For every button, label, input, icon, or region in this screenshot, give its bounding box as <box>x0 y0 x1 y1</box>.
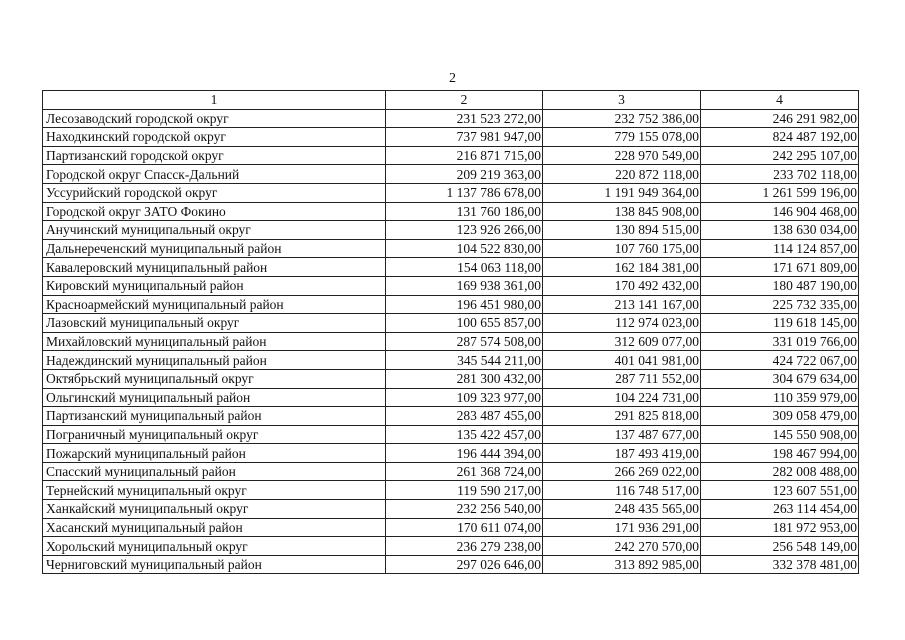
municipality-name-cell: Городской округ Спасск-Дальний <box>43 165 386 184</box>
table-row <box>43 239 859 258</box>
municipality-name-cell: Тернейский муниципальный округ <box>43 481 386 500</box>
value-col-4-cell: 114 124 857,00 <box>701 239 859 258</box>
table-row <box>43 481 859 500</box>
municipality-name-cell: Кировский муниципальный район <box>43 276 386 295</box>
value-col-2-cell: 281 300 432,00 <box>386 369 543 388</box>
value-col-4-cell: 198 467 994,00 <box>701 444 859 463</box>
value-col-4-cell: 180 487 190,00 <box>701 276 859 295</box>
municipality-name-cell: Черниговский муниципальный район <box>43 555 386 574</box>
value-col-3-cell: 779 155 078,00 <box>543 128 701 147</box>
value-col-2-cell: 209 219 363,00 <box>386 165 543 184</box>
table-row <box>43 351 859 370</box>
budget-table <box>42 90 859 574</box>
table-row <box>43 276 859 295</box>
table-header-row <box>43 91 859 110</box>
municipality-name-cell: Ольгинский муниципальный район <box>43 388 386 407</box>
municipality-name-cell: Партизанский городской округ <box>43 146 386 165</box>
value-col-3-cell: 213 141 167,00 <box>543 295 701 314</box>
value-col-3-cell: 187 493 419,00 <box>543 444 701 463</box>
value-col-3-cell: 171 936 291,00 <box>543 518 701 537</box>
value-col-2-cell: 297 026 646,00 <box>386 555 543 574</box>
value-col-4-cell: 119 618 145,00 <box>701 314 859 333</box>
value-col-4-cell: 309 058 479,00 <box>701 407 859 426</box>
column-header-2: 2 <box>386 91 543 110</box>
value-col-4-cell: 332 378 481,00 <box>701 555 859 574</box>
table-row <box>43 314 859 333</box>
value-col-4-cell: 242 295 107,00 <box>701 146 859 165</box>
value-col-2-cell: 261 368 724,00 <box>386 462 543 481</box>
value-col-3-cell: 266 269 022,00 <box>543 462 701 481</box>
value-col-4-cell: 181 972 953,00 <box>701 518 859 537</box>
municipality-name-cell: Находкинский городской округ <box>43 128 386 147</box>
value-col-3-cell: 112 974 023,00 <box>543 314 701 333</box>
value-col-3-cell: 170 492 432,00 <box>543 276 701 295</box>
table-row <box>43 462 859 481</box>
value-col-2-cell: 236 279 238,00 <box>386 537 543 556</box>
value-col-3-cell: 130 894 515,00 <box>543 221 701 240</box>
value-col-4-cell: 146 904 468,00 <box>701 202 859 221</box>
municipality-name-cell: Пограничный муниципальный округ <box>43 425 386 444</box>
municipality-name-cell: Ханкайский муниципальный округ <box>43 500 386 519</box>
value-col-3-cell: 137 487 677,00 <box>543 425 701 444</box>
municipality-name-cell: Пожарский муниципальный район <box>43 444 386 463</box>
value-col-2-cell: 169 938 361,00 <box>386 276 543 295</box>
table-body <box>43 109 859 574</box>
column-header-3: 3 <box>543 91 701 110</box>
municipality-name-cell: Красноармейский муниципальный район <box>43 295 386 314</box>
value-col-4-cell: 282 008 488,00 <box>701 462 859 481</box>
value-col-4-cell: 263 114 454,00 <box>701 500 859 519</box>
municipality-name-cell: Анучинский муниципальный округ <box>43 221 386 240</box>
value-col-3-cell: 162 184 381,00 <box>543 258 701 277</box>
value-col-3-cell: 107 760 175,00 <box>543 239 701 258</box>
value-col-3-cell: 220 872 118,00 <box>543 165 701 184</box>
value-col-3-cell: 291 825 818,00 <box>543 407 701 426</box>
table-row <box>43 425 859 444</box>
value-col-4-cell: 304 679 634,00 <box>701 369 859 388</box>
municipality-name-cell: Хорольский муниципальный округ <box>43 537 386 556</box>
value-col-4-cell: 110 359 979,00 <box>701 388 859 407</box>
table-row <box>43 500 859 519</box>
value-col-3-cell: 1 191 949 364,00 <box>543 183 701 202</box>
value-col-2-cell: 232 256 540,00 <box>386 500 543 519</box>
value-col-4-cell: 331 019 766,00 <box>701 332 859 351</box>
value-col-2-cell: 231 523 272,00 <box>386 109 543 128</box>
value-col-2-cell: 283 487 455,00 <box>386 407 543 426</box>
value-col-4-cell: 246 291 982,00 <box>701 109 859 128</box>
table-row <box>43 295 859 314</box>
value-col-3-cell: 232 752 386,00 <box>543 109 701 128</box>
table-row <box>43 221 859 240</box>
value-col-4-cell: 256 548 149,00 <box>701 537 859 556</box>
table-row <box>43 146 859 165</box>
municipality-name-cell: Октябрьский муниципальный округ <box>43 369 386 388</box>
value-col-4-cell: 171 671 809,00 <box>701 258 859 277</box>
value-col-3-cell: 287 711 552,00 <box>543 369 701 388</box>
municipality-name-cell: Михайловский муниципальный район <box>43 332 386 351</box>
value-col-2-cell: 196 451 980,00 <box>386 295 543 314</box>
value-col-4-cell: 424 722 067,00 <box>701 351 859 370</box>
value-col-2-cell: 154 063 118,00 <box>386 258 543 277</box>
value-col-4-cell: 824 487 192,00 <box>701 128 859 147</box>
value-col-3-cell: 401 041 981,00 <box>543 351 701 370</box>
table-row <box>43 518 859 537</box>
column-header-4: 4 <box>701 91 859 110</box>
table-row <box>43 369 859 388</box>
table-row <box>43 258 859 277</box>
table-row <box>43 165 859 184</box>
value-col-2-cell: 119 590 217,00 <box>386 481 543 500</box>
value-col-3-cell: 242 270 570,00 <box>543 537 701 556</box>
table-row <box>43 332 859 351</box>
value-col-2-cell: 1 137 786 678,00 <box>386 183 543 202</box>
table-row <box>43 444 859 463</box>
value-col-3-cell: 228 970 549,00 <box>543 146 701 165</box>
value-col-2-cell: 287 574 508,00 <box>386 332 543 351</box>
municipality-name-cell: Дальнереченский муниципальный район <box>43 239 386 258</box>
value-col-2-cell: 170 611 074,00 <box>386 518 543 537</box>
value-col-3-cell: 248 435 565,00 <box>543 500 701 519</box>
value-col-4-cell: 1 261 599 196,00 <box>701 183 859 202</box>
value-col-2-cell: 131 760 186,00 <box>386 202 543 221</box>
table-row <box>43 128 859 147</box>
municipality-name-cell: Спасский муниципальный район <box>43 462 386 481</box>
value-col-4-cell: 145 550 908,00 <box>701 425 859 444</box>
value-col-3-cell: 116 748 517,00 <box>543 481 701 500</box>
value-col-3-cell: 104 224 731,00 <box>543 388 701 407</box>
value-col-3-cell: 312 609 077,00 <box>543 332 701 351</box>
municipality-name-cell: Кавалеровский муниципальный район <box>43 258 386 277</box>
municipality-name-cell: Лесозаводский городской округ <box>43 109 386 128</box>
value-col-4-cell: 225 732 335,00 <box>701 295 859 314</box>
value-col-2-cell: 123 926 266,00 <box>386 221 543 240</box>
value-col-3-cell: 313 892 985,00 <box>543 555 701 574</box>
value-col-3-cell: 138 845 908,00 <box>543 202 701 221</box>
value-col-2-cell: 104 522 830,00 <box>386 239 543 258</box>
table-row <box>43 407 859 426</box>
table-row <box>43 537 859 556</box>
value-col-4-cell: 123 607 551,00 <box>701 481 859 500</box>
value-col-2-cell: 216 871 715,00 <box>386 146 543 165</box>
municipality-name-cell: Партизанский муниципальный район <box>43 407 386 426</box>
table-row <box>43 183 859 202</box>
value-col-2-cell: 345 544 211,00 <box>386 351 543 370</box>
value-col-2-cell: 109 323 977,00 <box>386 388 543 407</box>
table-row <box>43 109 859 128</box>
table-row <box>43 202 859 221</box>
municipality-name-cell: Хасанский муниципальный район <box>43 518 386 537</box>
value-col-4-cell: 233 702 118,00 <box>701 165 859 184</box>
table-row <box>43 555 859 574</box>
value-col-2-cell: 737 981 947,00 <box>386 128 543 147</box>
value-col-2-cell: 196 444 394,00 <box>386 444 543 463</box>
page-number: 2 <box>449 71 456 86</box>
column-header-1: 1 <box>43 91 386 110</box>
municipality-name-cell: Надеждинский муниципальный район <box>43 351 386 370</box>
value-col-2-cell: 100 655 857,00 <box>386 314 543 333</box>
table-row <box>43 388 859 407</box>
value-col-4-cell: 138 630 034,00 <box>701 221 859 240</box>
municipality-name-cell: Городской округ ЗАТО Фокино <box>43 202 386 221</box>
municipality-name-cell: Уссурийский городской округ <box>43 183 386 202</box>
municipality-name-cell: Лазовский муниципальный округ <box>43 314 386 333</box>
value-col-2-cell: 135 422 457,00 <box>386 425 543 444</box>
